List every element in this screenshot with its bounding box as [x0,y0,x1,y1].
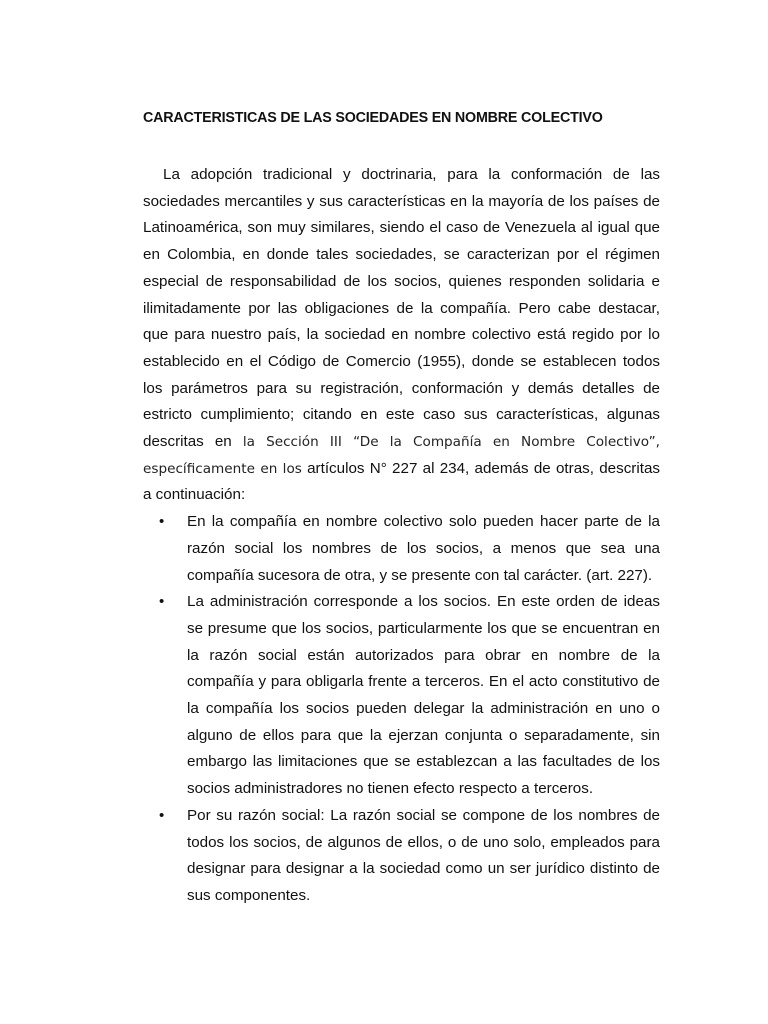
intro-text-section-reference: la Sección III “De la Compañía en Nombre Colectivo”, específicamente en los [143,434,661,477]
list-item-text: La administración corresponde a los socios. En este orden de ideas se presume que los socios, particularmente los que se encuentran en la razón social están autorizados para obrar en nombre de la compañía y para obligarla frente a terceros. En el acto constitutivo de la compañía los socios pueden delegar la administración en uno o alguno de ellos para que la ejerzan conjunta o separadamente, sin embargo las limitaciones que se establezcan a las facultades de los socios administradores no tienen efecto respecto a terceros. [187,593,660,798]
document-title: CARACTERISTICAS DE LAS SOCIEDADES EN NOMBRE COLECTIVO [143,110,603,126]
list-item [143,589,660,803]
bullet-icon: • [159,513,165,531]
characteristics-list [143,509,660,910]
list-item [143,803,660,910]
intro-text-part1: La adopción tradicional y doctrinaria, para la conformación de las sociedades mercantiles y sus características en la mayoría de los países de Latinoamérica, son muy similares, siendo el caso de Venezuela al igual que en Colombia, en donde tales sociedades, se caracterizan por el régimen especial de responsabilidad de los socios, quienes responden solidaria e ilimitadamente por las obligaciones de la compañía. Pero cabe destacar, que para nuestro país, la sociedad en nombre colectivo está regido por lo establecido en el Código de Comercio (1955), donde se establecen todos los parámetros para su registración, conformación y demás detalles de estricto cumplimiento; citando en este caso sus características, algunas descritas en [143,166,660,451]
intro-paragraph [143,162,660,509]
list-item-text: En la compañía en nombre colectivo solo pueden hacer parte de la razón social los nombres de los socios, a menos que sea una compañía sucesora de otra, y se presente con tal carácter. (art. 227). [187,513,660,584]
intro-text-part3: artículos N° 227 al 234, además de otras, descritas a continuación: [143,459,660,504]
list-item [143,509,660,589]
bullet-icon: • [159,593,165,611]
bullet-icon: • [159,806,165,824]
list-item-text: Por su razón social: La razón social se compone de los nombres de todos los socios, de algunos de ellos, o de uno solo, empleados para designar para designar a la sociedad como un ser jurídico distinto de sus componentes. [187,806,660,904]
document-body [143,162,660,910]
